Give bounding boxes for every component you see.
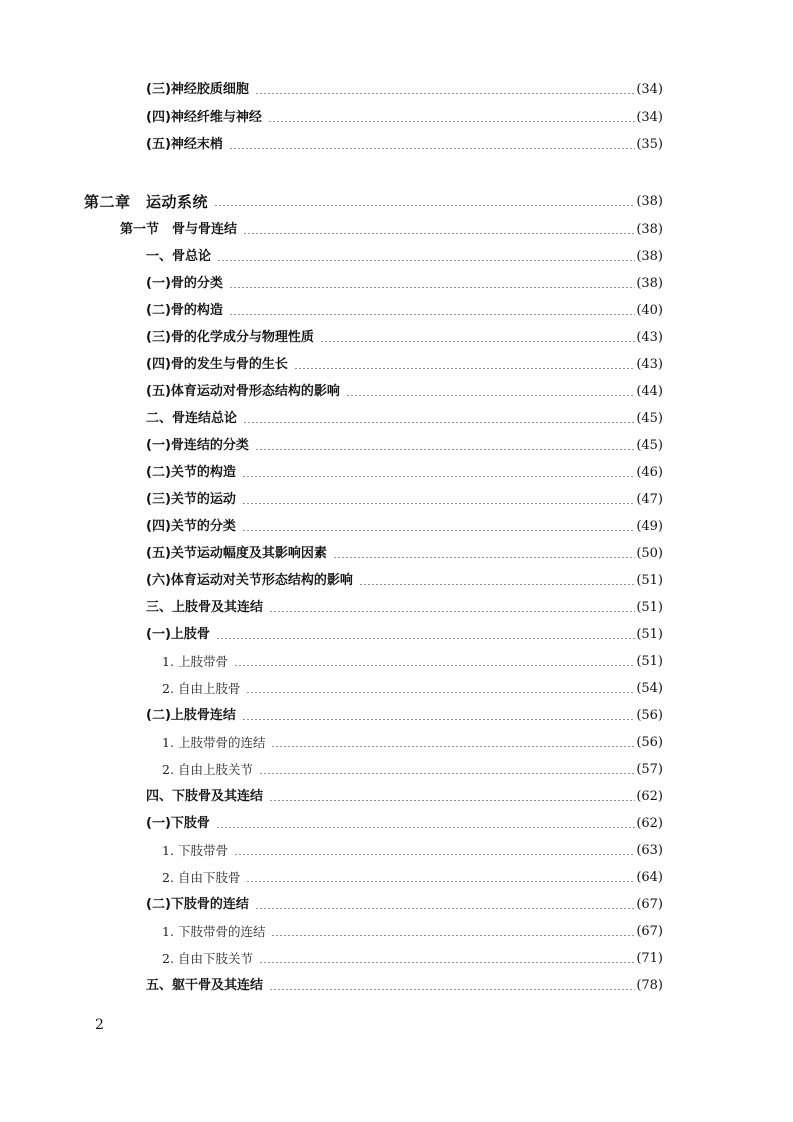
toc-entry-number: 2. bbox=[162, 870, 174, 885]
toc-entry-chapter bbox=[84, 192, 663, 212]
toc-entry-title bbox=[162, 922, 271, 942]
toc-entry-sub bbox=[146, 517, 663, 537]
toc-entry-title bbox=[162, 679, 246, 699]
toc-entry-page: (38) bbox=[636, 194, 663, 209]
dot-leader bbox=[359, 571, 635, 591]
toc-entry-sub bbox=[146, 135, 663, 155]
toc-entry-page: (57) bbox=[636, 762, 663, 777]
dot-leader bbox=[217, 247, 635, 267]
dot-leader bbox=[255, 436, 635, 456]
toc-entry-page: (35) bbox=[636, 137, 663, 152]
dot-leader bbox=[259, 949, 635, 969]
dot-leader bbox=[242, 517, 635, 537]
dot-leader bbox=[234, 841, 635, 861]
toc-entry-page: (34) bbox=[636, 82, 663, 97]
toc-entry-text: 上肢带骨的连结 bbox=[177, 735, 266, 750]
toc-entry-page: (50) bbox=[636, 546, 663, 561]
toc-entry-page: (45) bbox=[636, 411, 663, 426]
dot-leader bbox=[346, 382, 635, 402]
toc-entry-title bbox=[162, 652, 234, 672]
toc-entry-text: 自由上肢骨 bbox=[177, 681, 241, 696]
toc-entry-title: 三、上肢骨及其连结 bbox=[146, 598, 269, 618]
toc-entry-sub bbox=[146, 355, 663, 375]
toc-entry-page: (51) bbox=[636, 654, 663, 669]
toc-entry-sub bbox=[146, 490, 663, 510]
toc-entry-page: (67) bbox=[636, 924, 663, 939]
toc-entry-title: (二)下肢骨的连结 bbox=[146, 895, 255, 915]
dot-leader bbox=[268, 108, 635, 128]
toc-entry-page: (38) bbox=[636, 249, 663, 264]
toc-entry-text: 下肢带骨 bbox=[177, 843, 228, 858]
dot-leader bbox=[255, 80, 635, 100]
toc-entry-page: (56) bbox=[636, 708, 663, 723]
toc-entry-title bbox=[162, 868, 246, 888]
dot-leader bbox=[246, 868, 635, 888]
toc-entry-item bbox=[162, 922, 663, 942]
toc-entry-number: 1. bbox=[162, 735, 174, 750]
toc-entry-part bbox=[146, 787, 663, 807]
dot-leader bbox=[269, 976, 635, 996]
toc-entry-item bbox=[162, 679, 663, 699]
dot-leader bbox=[243, 409, 635, 429]
dot-leader bbox=[216, 625, 635, 645]
toc-entry-page: (44) bbox=[636, 384, 663, 399]
toc-entry-item bbox=[162, 760, 663, 780]
toc-entry-sub bbox=[146, 571, 663, 591]
toc-entry-page: (47) bbox=[636, 492, 663, 507]
toc-entry-page: (51) bbox=[636, 600, 663, 615]
toc-entry-page: (46) bbox=[636, 465, 663, 480]
dot-leader bbox=[246, 679, 635, 699]
toc-entry-sub bbox=[146, 814, 663, 834]
dot-leader bbox=[269, 787, 635, 807]
dot-leader bbox=[320, 328, 635, 348]
toc-entry-title bbox=[162, 760, 259, 780]
toc-entry-section bbox=[120, 220, 663, 240]
toc-entry-item bbox=[162, 652, 663, 672]
toc-entry-number: 1. bbox=[162, 924, 174, 939]
toc-entry-sub bbox=[146, 895, 663, 915]
toc-entry-title: (二)骨的构造 bbox=[146, 301, 229, 321]
toc-entry-title: 四、下肢骨及其连结 bbox=[146, 787, 269, 807]
toc-entry-sub bbox=[146, 382, 663, 402]
dot-leader bbox=[229, 301, 635, 321]
dot-leader bbox=[243, 220, 635, 240]
toc-entry-page: (67) bbox=[636, 897, 663, 912]
toc-entry-item bbox=[162, 733, 663, 753]
toc-entry-page: (78) bbox=[636, 978, 663, 993]
toc-entry-page: (43) bbox=[636, 357, 663, 372]
toc-entry-part bbox=[146, 247, 663, 267]
page-number: 2 bbox=[95, 1017, 104, 1033]
toc-entry-title: 第一节 骨与骨连结 bbox=[120, 220, 243, 240]
dot-leader bbox=[242, 490, 635, 510]
toc-entry-page: (63) bbox=[636, 843, 663, 858]
toc-entry-page: (51) bbox=[636, 573, 663, 588]
toc-entry-number: 2. bbox=[162, 681, 174, 696]
toc-entry-title: 二、骨连结总论 bbox=[146, 409, 243, 429]
toc-entry-sub bbox=[146, 328, 663, 348]
dot-leader bbox=[214, 192, 635, 212]
toc-entry-title: (一)下肢骨 bbox=[146, 814, 216, 834]
toc-entry-number: 1. bbox=[162, 843, 174, 858]
toc-entry-page: (38) bbox=[636, 222, 663, 237]
toc-entry-number: 1. bbox=[162, 654, 174, 669]
toc-entry-title: (五)体育运动对骨形态结构的影响 bbox=[146, 382, 346, 402]
toc-entry-text: 下肢带骨的连结 bbox=[177, 924, 266, 939]
toc-entry-page: (45) bbox=[636, 438, 663, 453]
dot-leader bbox=[234, 652, 635, 672]
dot-leader bbox=[216, 814, 635, 834]
dot-leader bbox=[255, 895, 635, 915]
toc-entry-title: (一)骨连结的分类 bbox=[146, 436, 255, 456]
toc-entry-sub bbox=[146, 274, 663, 294]
toc-entry-title: 第二章 运动系统 bbox=[84, 192, 214, 212]
toc-entry-sub bbox=[146, 625, 663, 645]
dot-leader bbox=[269, 598, 635, 618]
toc-entry-text: 上肢带骨 bbox=[177, 654, 228, 669]
toc-entry-text: 自由下肢骨 bbox=[177, 870, 241, 885]
toc-entry-title bbox=[162, 733, 271, 753]
toc-entry-title: (四)神经纤维与神经 bbox=[146, 108, 268, 128]
dot-leader bbox=[259, 760, 635, 780]
dot-leader bbox=[271, 733, 635, 753]
toc-entry-title: (一)上肢骨 bbox=[146, 625, 216, 645]
toc-entry-page: (38) bbox=[636, 276, 663, 291]
dot-leader bbox=[229, 274, 635, 294]
dot-leader bbox=[242, 463, 635, 483]
toc-entry-title: (五)神经末梢 bbox=[146, 135, 229, 155]
toc-entry-sub bbox=[146, 301, 663, 321]
toc-entry-number: 2. bbox=[162, 762, 174, 777]
dot-leader bbox=[242, 706, 635, 726]
toc-entry-sub bbox=[146, 544, 663, 564]
toc-entry-title: (二)关节的构造 bbox=[146, 463, 242, 483]
toc-entry-page: (64) bbox=[636, 870, 663, 885]
toc-entry-page: (54) bbox=[636, 681, 663, 696]
toc-entry-title: (二)上肢骨连结 bbox=[146, 706, 242, 726]
toc-entry-sub bbox=[146, 463, 663, 483]
toc-entry-title bbox=[162, 841, 234, 861]
dot-leader bbox=[294, 355, 635, 375]
toc-entry-item bbox=[162, 868, 663, 888]
dot-leader bbox=[271, 922, 635, 942]
toc-entry-title: 一、骨总论 bbox=[146, 247, 217, 267]
toc-entry-title: (四)关节的分类 bbox=[146, 517, 242, 537]
toc-entry-part bbox=[146, 598, 663, 618]
toc-entry-part bbox=[146, 976, 663, 996]
toc-entry-title: (六)体育运动对关节形态结构的影响 bbox=[146, 571, 359, 591]
toc-entry-part bbox=[146, 409, 663, 429]
toc-entry-title: (四)骨的发生与骨的生长 bbox=[146, 355, 294, 375]
toc-entry-title bbox=[162, 949, 259, 969]
toc-entry-page: (56) bbox=[636, 735, 663, 750]
toc-entry-item bbox=[162, 841, 663, 861]
toc-entry-title: (三)骨的化学成分与物理性质 bbox=[146, 328, 320, 348]
toc-entry-page: (49) bbox=[636, 519, 663, 534]
toc-entry-page: (34) bbox=[636, 110, 663, 125]
toc-entry-page: (62) bbox=[636, 789, 663, 804]
toc-entry-text: 自由下肢关节 bbox=[177, 951, 253, 966]
dot-leader bbox=[229, 135, 635, 155]
toc-entry-sub bbox=[146, 80, 663, 100]
toc-entry-sub bbox=[146, 706, 663, 726]
toc-entry-text: 自由上肢关节 bbox=[177, 762, 253, 777]
toc-entry-number: 2. bbox=[162, 951, 174, 966]
toc-entry-page: (62) bbox=[636, 816, 663, 831]
toc-entry-page: (51) bbox=[636, 627, 663, 642]
toc-entry-item bbox=[162, 949, 663, 969]
toc-entry-title: (五)关节运动幅度及其影响因素 bbox=[146, 544, 333, 564]
toc-entry-page: (40) bbox=[636, 303, 663, 318]
toc-entry-title: (一)骨的分类 bbox=[146, 274, 229, 294]
dot-leader bbox=[333, 544, 635, 564]
toc-entry-page: (43) bbox=[636, 330, 663, 345]
toc-entry-title: (三)神经胶质细胞 bbox=[146, 80, 255, 100]
toc-entry-sub bbox=[146, 436, 663, 456]
toc-entry-title: 五、躯干骨及其连结 bbox=[146, 976, 269, 996]
toc-entry-title: (三)关节的运动 bbox=[146, 490, 242, 510]
toc-entry-sub bbox=[146, 108, 663, 128]
toc-entry-page: (71) bbox=[636, 951, 663, 966]
